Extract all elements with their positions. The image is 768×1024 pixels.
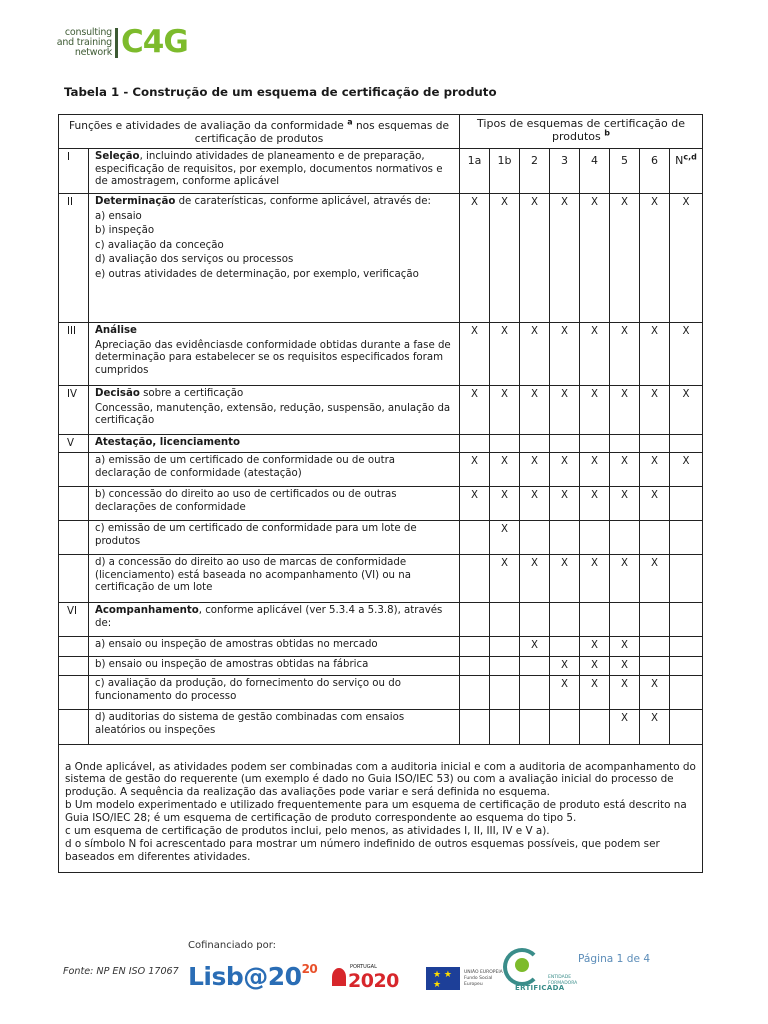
header-scheme-types: Tipos de esquemas de certificação de produtos $^b$ [460,115,703,149]
logo-word-consulting: consulting [64,27,112,38]
cell-mark [460,555,490,603]
cell-mark [640,637,670,657]
cell-mark: X [520,323,550,386]
certified-entity-logo: ERTIFICADA [503,948,543,992]
cell-mark [580,710,610,745]
table-row [59,386,703,435]
cell-mark: X [610,323,640,386]
cell-mark: X [460,323,490,386]
cell-mark: X [520,555,550,603]
row-activity: b) ensaio ou inspeção de amostras obtidas na fábrica [89,657,460,676]
column-header: 4 [580,149,610,194]
table-header-row [59,115,703,149]
table-title: Tabela 1 - Construção de um esquema de certificação de produto [64,85,497,99]
cell-mark [670,637,703,657]
cell-mark: X [610,710,640,745]
row-activity: c) avaliação da produção, do fornecimento do serviço ou do funcionamento do processo [89,676,460,710]
table-row [59,521,703,555]
row-activity: b) concessão do direito ao uso de certificados ou de outras declarações de conformidade [89,487,460,521]
cell-mark: X [490,555,520,603]
header-functions: Funções e atividades de avaliação da conformidade $^a$ nos esquemas de certificação de produtos [59,115,460,149]
cell-mark: X [580,194,610,323]
cell-mark [490,676,520,710]
cell-mark [460,637,490,657]
footnotes-row [59,745,703,873]
logo-words [54,28,112,58]
cell-mark [670,710,703,745]
cell-mark [670,487,703,521]
column-header: 3 [550,149,580,194]
table-row [59,323,703,386]
row-number: VI [59,603,89,637]
table-row [59,676,703,710]
cell-mark [520,710,550,745]
cell-mark [670,676,703,710]
column-header: 2 [520,149,550,194]
cell-mark: X [640,487,670,521]
cell-mark [640,657,670,676]
row-number: II [59,194,89,323]
cell-mark [670,555,703,603]
cell-mark: X [490,323,520,386]
cell-mark: X [550,194,580,323]
cell-mark: X [580,676,610,710]
cell-mark: X [610,676,640,710]
cell-mark [520,521,550,555]
row-activity: d) auditorias do sistema de gestão combinadas com ensaios aleatórios ou inspeções [89,710,460,745]
row-activity: a) emissão de um certificado de conformidade ou de outra declaração de conformidade (atestação) [89,453,460,487]
logo-word-training: and training [56,37,112,48]
table-row [59,453,703,487]
cell-mark [460,676,490,710]
table-row [59,657,703,676]
cell-mark: X [610,657,640,676]
lisboa-2020-logo: $Lisb@20^{20}$ [188,962,318,991]
cell-mark: X [520,637,550,657]
cell-mark [550,637,580,657]
table-row [59,555,703,603]
cell-mark: X [550,555,580,603]
footnotes [59,745,703,873]
cert-label: ENTIDADE FORMADORA [548,975,578,986]
cofinanced-label: Cofinanciado por: [188,940,277,951]
cell-mark: X [520,386,550,435]
eu-flag-icon: ★ ★ ★ [426,967,460,990]
row-activity: Atestação, licenciamento [89,435,460,453]
table-row [59,194,703,323]
cell-mark: X [580,637,610,657]
cell-mark: X [640,453,670,487]
cert-dot-icon [515,958,529,972]
table-row [59,149,703,194]
row-number: I [59,149,89,194]
footnote-d: d o símbolo N foi acrescentado para mostrar um número indefinido de outros esquemas possíveis, que podem ser baseados em diferentes atividades. [65,838,660,863]
table-row [59,710,703,745]
cell-mark: X [490,386,520,435]
certification-table [58,114,703,873]
row-activity: Seleção, incluindo atividades de planeamento e de preparação, especificação de requisitos, por exemplo, documentos normativos e de amostragem, conforme aplicável [89,149,460,194]
cell-mark: X [490,487,520,521]
cell-mark [520,676,550,710]
cell-mark [670,657,703,676]
row-activity: d) a concessão do direito ao uso de marcas de conformidade (licenciamento) está baseada no acompanhamento (VI) ou na certificação de um lote [89,555,460,603]
cell-mark: X [670,386,703,435]
cell-mark: X [610,555,640,603]
cell-mark: X [460,386,490,435]
cell-mark: X [550,323,580,386]
cell-mark: X [580,453,610,487]
row-activity: c) emissão de um certificado de conformidade para um lote de produtos [89,521,460,555]
column-header: 1b [490,149,520,194]
cell-mark [490,657,520,676]
cell-mark [460,710,490,745]
cell-mark: X [550,386,580,435]
row-number: V [59,435,89,453]
cell-mark: X [670,453,703,487]
eu-label: UNIÃO EUROPEIA Fundo Social Europeu [464,970,503,987]
cell-mark: X [580,487,610,521]
cell-mark: X [610,487,640,521]
column-header: 5 [610,149,640,194]
cell-mark: X [610,386,640,435]
cell-mark: X [670,194,703,323]
cell-mark: X [520,194,550,323]
column-header: N$^{c,d}$ [670,149,703,194]
source-note: Fonte: NP EN ISO 17067 [63,966,179,977]
cell-mark: X [580,323,610,386]
row-activity: Análise Apreciação das evidênciasde conformidade obtidas durante a fase de determinação para estabelecer se os requisitos especificados foram cumpridos [89,323,460,386]
table-row [59,637,703,657]
table-row [59,603,703,637]
cell-mark: X [580,386,610,435]
page-number: Página 1 de 4 [578,953,651,965]
cell-mark [460,521,490,555]
cell-mark [550,710,580,745]
cell-mark: X [550,676,580,710]
cell-mark: X [640,555,670,603]
cell-mark: X [640,323,670,386]
cell-mark: X [640,386,670,435]
column-header: 1a [460,149,490,194]
cell-mark: X [550,453,580,487]
table-row [59,487,703,521]
portugal-flag-icon [332,968,346,986]
cell-mark: X [670,323,703,386]
cell-mark: X [520,453,550,487]
cell-mark: X [460,453,490,487]
cell-mark: X [490,194,520,323]
column-header: 6 [640,149,670,194]
company-logo [54,26,214,66]
cell-mark [610,521,640,555]
cell-mark [550,521,580,555]
cell-mark: X [490,521,520,555]
cell-mark: X [640,710,670,745]
footnote-b: b Um modelo experimentado e utilizado frequentemente para um esquema de certificação de produto está descrito na Guia ISO/IEC 28; é um esquema de certificação de produto correspondente ao esquema do tipo 5. [65,799,687,824]
cell-mark: X [580,657,610,676]
cell-mark [580,521,610,555]
cell-mark: X [490,453,520,487]
cell-mark [520,657,550,676]
cell-mark: X [640,676,670,710]
cell-mark: X [460,487,490,521]
cell-mark [670,521,703,555]
table-row [59,435,703,453]
cell-mark [490,637,520,657]
logo-word-network: network [74,47,112,58]
row-activity: Decisão sobre a certificação Concessão, manutenção, extensão, redução, suspensão, anulação da certificação [89,386,460,435]
logo-divider [115,28,118,58]
footnote-a: a Onde aplicável, as atividades podem ser combinadas com a auditoria inicial e com a auditoria de acompanhamento do sistema de gestão do requerente (um exemplo é dado no Guia ISO/IEC 53) ou com a avaliação inicial do processo de produção. A sequência da realização das avaliações pode variar e será definida no esquema. [65,761,696,798]
row-activity: a) ensaio ou inspeção de amostras obtidas no mercado [89,637,460,657]
logo-mark: C4G [121,24,188,60]
row-number: IV [59,386,89,435]
cell-mark: X [550,657,580,676]
cell-mark: X [640,194,670,323]
cell-mark: X [580,555,610,603]
row-number: III [59,323,89,386]
footnote-c: c um esquema de certificação de produtos inclui, pelo menos, as atividades I, II, III, IV e V a). [65,825,550,838]
cell-mark [640,521,670,555]
cell-mark: X [550,487,580,521]
row-activity: Acompanhamento, conforme aplicável (ver 5.3.4 a 5.3.8), através de: [89,603,460,637]
cell-mark: X [460,194,490,323]
cell-mark: X [610,637,640,657]
row-activity: Determinação de caraterísticas, conforme aplicável, através de: a) ensaio b) inspeção c) avaliação da conceção d) avaliação dos serviços ou processos e) outras atividades de determinação, por exemplo, verificação [89,194,460,323]
cell-mark: X [610,453,640,487]
cell-mark [460,657,490,676]
cell-mark: X [520,487,550,521]
portugal-2020-logo: PORTUGAL 2020 [332,964,408,992]
cell-mark: X [610,194,640,323]
cell-mark [490,710,520,745]
